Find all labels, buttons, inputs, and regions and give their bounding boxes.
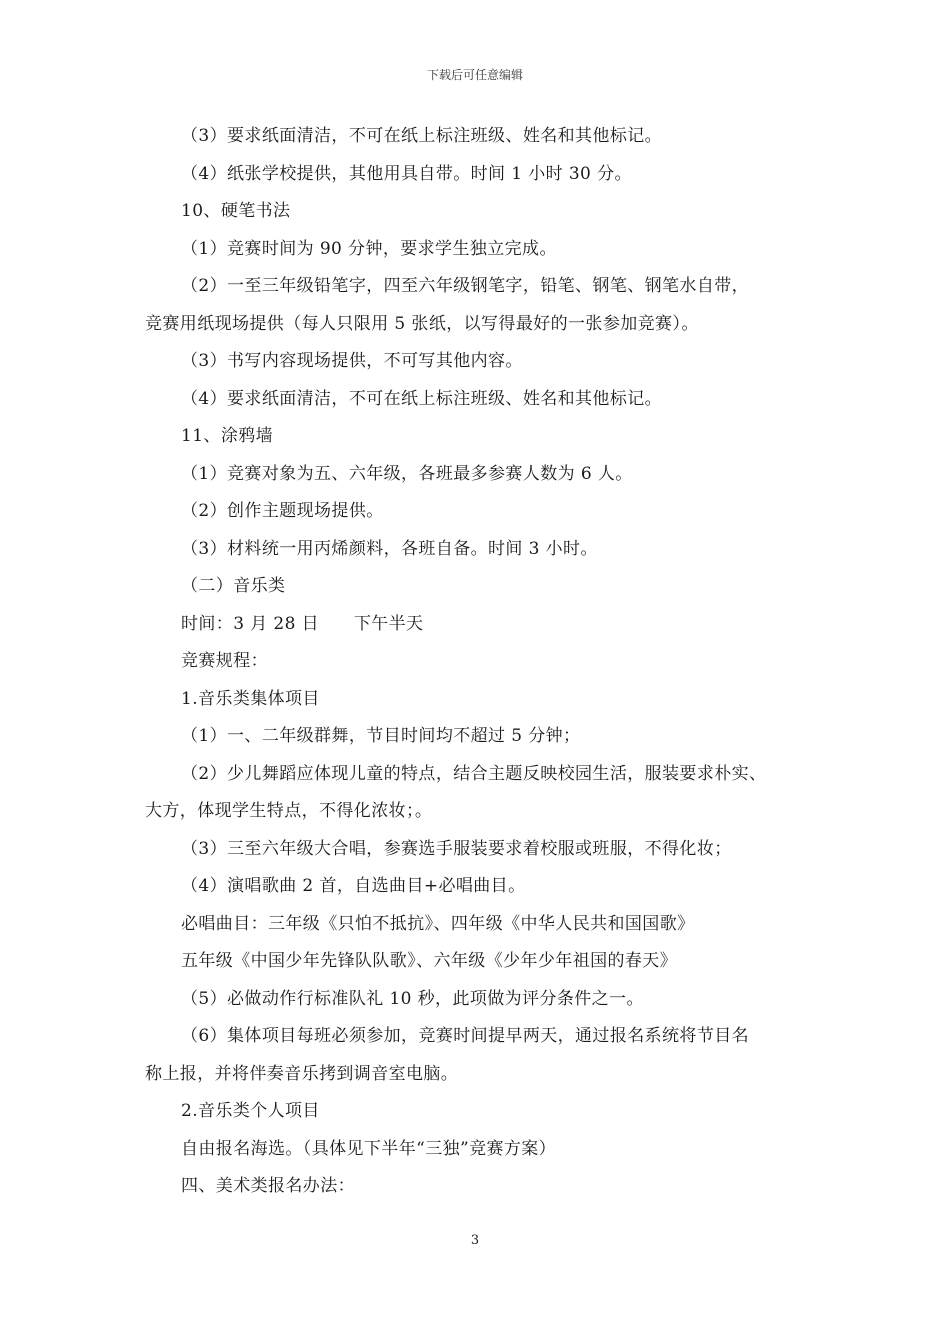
text-line: （1）竞赛对象为五、六年级，各班最多参赛人数为 6 人。	[181, 463, 633, 484]
text-line: 大方，体现学生特点，不得化浓妆；。	[145, 801, 433, 821]
text-line: （4）纸张学校提供，其他用具自带。时间 1 小时 30 分。	[181, 163, 632, 184]
text-line: （5）必做动作行标准队礼 10 秒，此项做为评分条件之一。	[181, 988, 644, 1009]
text-line: 竞赛规程：	[181, 651, 268, 671]
document-body	[145, 118, 810, 1206]
section-heading: （二）音乐类	[181, 576, 286, 596]
page-number: 3	[470, 1233, 480, 1248]
text-line: （6）集体项目每班必须参加，竞赛时间提早两天，通过报名系统将节目名	[181, 1026, 750, 1046]
text-line: 自由报名海选。（具体见下半年“三独”竞赛方案）	[181, 1138, 557, 1159]
section-heading: 10、硬笔书法	[181, 201, 291, 221]
text-line: 必唱曲目：三年级《只怕不抵抗》、四年级《中华人民共和国国歌》	[181, 913, 695, 934]
text-line: （3）书写内容现场提供，不可写其他内容。	[181, 351, 523, 371]
text-line: （2）一至三年级铅笔字，四至六年级钢笔字，铅笔、钢笔、钢笔水自带，	[181, 276, 750, 296]
text-line: （3）材料统一用丙烯颜料，各班自备。时间 3 小时。	[181, 538, 598, 559]
text-line: （1）竞赛时间为 90 分钟，要求学生独立完成。	[181, 238, 557, 259]
section-heading: 2.音乐类个人项目	[181, 1101, 320, 1121]
text-line: 竞赛用纸现场提供（每人只限用 5 张纸，以写得最好的一张参加竞赛）。	[145, 313, 699, 334]
section-heading: 四、美术类报名办法：	[181, 1176, 355, 1196]
section-heading: 11、涂鸦墙	[181, 426, 274, 446]
text-line: （2）少儿舞蹈应体现儿童的特点，结合主题反映校园生活，服装要求朴实、	[181, 763, 767, 784]
text-line: （4）演唱歌曲 2 首，自选曲目+必唱曲目。	[181, 876, 526, 896]
text-line: 时间：3 月 28 日 下午半天	[181, 613, 424, 634]
section-heading: 1.音乐类集体项目	[181, 688, 320, 709]
text-line: 五年级《中国少年先锋队队歌》、六年级《少年少年祖国的春天》	[181, 951, 678, 971]
text-line: 称上报，并将伴奏音乐拷到调音室电脑。	[145, 1063, 459, 1084]
text-line: （1）一、二年级群舞，节目时间均不超过 5 分钟；	[181, 726, 581, 746]
text-line: （4）要求纸面清洁，不可在纸上标注班级、姓名和其他标记。	[181, 388, 663, 409]
text-line: （3）要求纸面清洁，不可在纸上标注班级、姓名和其他标记。	[181, 126, 663, 146]
page-header: 下载后可任意编辑	[426, 68, 523, 82]
text-line: （2）创作主题现场提供。	[181, 501, 384, 521]
text-line: （3）三至六年级大合唱，参赛选手服装要求着校服或班服，不得化妆；	[181, 838, 732, 859]
